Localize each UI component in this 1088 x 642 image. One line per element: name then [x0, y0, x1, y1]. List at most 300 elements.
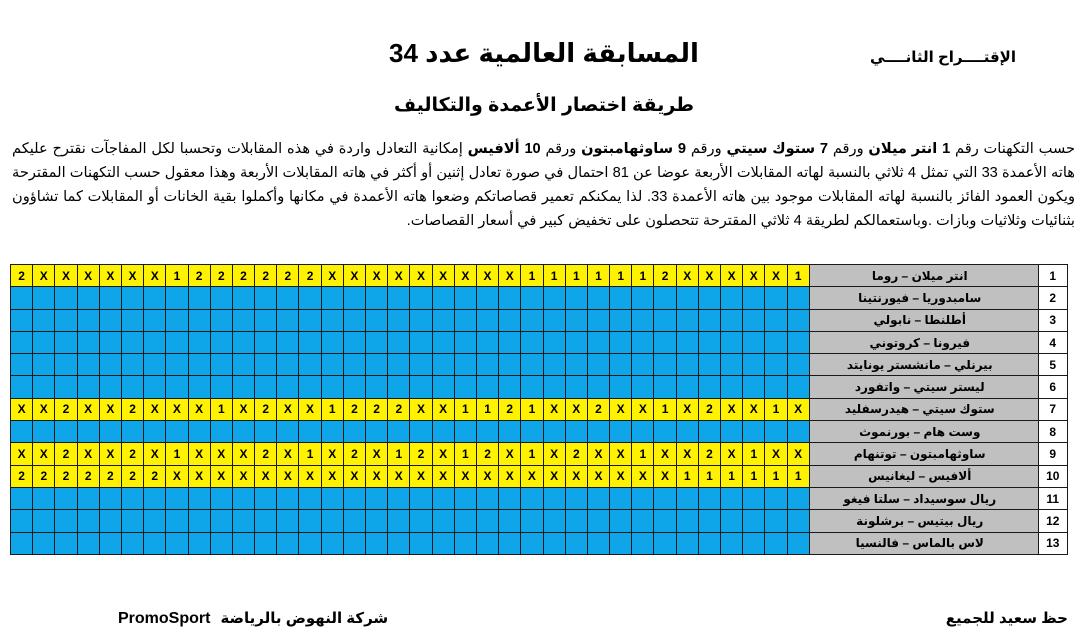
- grid-cell: [299, 532, 321, 554]
- grid-cell: [698, 376, 720, 398]
- grid-cell: X: [366, 443, 388, 465]
- grid-cell: [698, 487, 720, 509]
- intro-number: 10: [524, 141, 541, 157]
- match-row: [11, 287, 1068, 309]
- match-name: بيرنلي – مانشستر يونايتد: [809, 354, 1038, 376]
- intro-number: 1: [942, 141, 951, 157]
- grid-cell: [255, 331, 277, 353]
- grid-cell: [99, 331, 121, 353]
- grid-cell: [343, 510, 365, 532]
- grid-cell: X: [610, 398, 632, 420]
- grid-cell: 2: [99, 465, 121, 487]
- grid-cell: X: [543, 465, 565, 487]
- grid-cell: 2: [698, 443, 720, 465]
- grid-cell: [11, 309, 33, 331]
- grid-cell: 2: [565, 443, 587, 465]
- match-number: 7: [1038, 398, 1067, 420]
- grid-cell: [499, 532, 521, 554]
- grid-cell: [255, 287, 277, 309]
- match-name: فيرونا – كروتوني: [809, 331, 1038, 353]
- match-row: [11, 376, 1068, 398]
- grid-cell: X: [410, 465, 432, 487]
- grid-cell: [676, 331, 698, 353]
- intro-paragraph: [12, 137, 1075, 233]
- grid-cell: [543, 421, 565, 443]
- grid-cell: 2: [11, 465, 33, 487]
- grid-cell: [77, 309, 99, 331]
- grid-cell: [144, 510, 166, 532]
- grid-cell: X: [366, 265, 388, 287]
- match-name: ستوك سيتي – هيدرسفليد: [809, 398, 1038, 420]
- grid-cell: [166, 287, 188, 309]
- grid-cell: 1: [166, 443, 188, 465]
- grid-cell: [787, 331, 809, 353]
- grid-cell: [299, 376, 321, 398]
- grid-cell: 1: [521, 398, 543, 420]
- grid-cell: 2: [55, 465, 77, 487]
- grid-cell: 2: [277, 265, 299, 287]
- grid-cell: [144, 487, 166, 509]
- grid-cell: [521, 421, 543, 443]
- grid-cell: [99, 287, 121, 309]
- grid-cell: [698, 510, 720, 532]
- grid-cell: [55, 376, 77, 398]
- grid-cell: [543, 376, 565, 398]
- intro-number: 9: [677, 141, 687, 157]
- grid-cell: X: [232, 398, 254, 420]
- grid-cell: 2: [343, 398, 365, 420]
- grid-cell: [565, 331, 587, 353]
- grid-cell: X: [388, 465, 410, 487]
- grid-cell: [277, 421, 299, 443]
- grid-cell: [499, 331, 521, 353]
- grid-cell: [587, 532, 609, 554]
- grid-cell: [454, 376, 476, 398]
- grid-cell: 2: [121, 465, 143, 487]
- grid-cell: [721, 510, 743, 532]
- grid-cell: [543, 354, 565, 376]
- grid-cell: [432, 487, 454, 509]
- grid-cell: [343, 354, 365, 376]
- grid-cell: [654, 421, 676, 443]
- grid-cell: X: [210, 465, 232, 487]
- grid-cell: [343, 532, 365, 554]
- grid-cell: X: [77, 398, 99, 420]
- grid-cell: [410, 487, 432, 509]
- grid-cell: 1: [787, 465, 809, 487]
- grid-cell: X: [77, 265, 99, 287]
- grid-cell: X: [11, 398, 33, 420]
- match-number: 5: [1038, 354, 1067, 376]
- grid-cell: [388, 532, 410, 554]
- match-row: [11, 532, 1068, 554]
- grid-cell: [454, 487, 476, 509]
- grid-cell: 1: [388, 443, 410, 465]
- grid-cell: [33, 309, 55, 331]
- grid-cell: 2: [299, 265, 321, 287]
- grid-cell: [610, 532, 632, 554]
- grid-cell: X: [499, 265, 521, 287]
- grid-cell: [787, 287, 809, 309]
- grid-cell: [232, 487, 254, 509]
- grid-cell: 1: [454, 443, 476, 465]
- match-row: [11, 354, 1068, 376]
- grid-cell: [410, 287, 432, 309]
- grid-cell: [632, 287, 654, 309]
- grid-cell: [765, 532, 787, 554]
- grid-cell: [33, 376, 55, 398]
- grid-cell: [587, 354, 609, 376]
- grid-cell: 2: [210, 265, 232, 287]
- grid-cell: X: [632, 465, 654, 487]
- match-number: 13: [1038, 532, 1067, 554]
- grid-cell: X: [321, 465, 343, 487]
- grid-cell: X: [366, 465, 388, 487]
- grid-cell: [410, 532, 432, 554]
- grid-cell: X: [432, 465, 454, 487]
- grid-cell: [99, 487, 121, 509]
- grid-cell: 2: [499, 398, 521, 420]
- grid-body: [11, 265, 1068, 555]
- grid-cell: 1: [565, 265, 587, 287]
- match-number: 11: [1038, 487, 1067, 509]
- grid-cell: [11, 354, 33, 376]
- grid-cell: [343, 287, 365, 309]
- grid-cell: [654, 376, 676, 398]
- grid-cell: [388, 487, 410, 509]
- grid-cell: [366, 421, 388, 443]
- match-number: 8: [1038, 421, 1067, 443]
- grid-cell: X: [388, 265, 410, 287]
- grid-cell: [521, 510, 543, 532]
- grid-cell: X: [499, 443, 521, 465]
- grid-cell: [11, 421, 33, 443]
- grid-cell: [743, 331, 765, 353]
- grid-cell: [55, 309, 77, 331]
- match-row: [11, 421, 1068, 443]
- grid-cell: [255, 532, 277, 554]
- grid-cell: 2: [255, 398, 277, 420]
- grid-cell: [255, 421, 277, 443]
- match-name: ألافيس – ليغانيس: [809, 465, 1038, 487]
- grid-cell: [543, 487, 565, 509]
- grid-cell: [277, 287, 299, 309]
- grid-cell: [454, 510, 476, 532]
- grid-cell: [610, 421, 632, 443]
- grid-cell: 1: [654, 398, 676, 420]
- grid-cell: [77, 421, 99, 443]
- grid-cell: [610, 376, 632, 398]
- grid-cell: [499, 421, 521, 443]
- grid-cell: X: [232, 443, 254, 465]
- grid-cell: X: [432, 265, 454, 287]
- grid-cell: [721, 309, 743, 331]
- grid-cell: [610, 287, 632, 309]
- grid-cell: [787, 354, 809, 376]
- grid-cell: [521, 376, 543, 398]
- grid-cell: X: [99, 265, 121, 287]
- intro-text: إمكانية التعادل واردة في هذه المقابلات وتحسبا لكل المفاجآت نقترح عليكم هاته الأعمدة 33 التي تمثل 4 ثلاثي بالنسبة لهاته المقابلات الأربعة عوضا عن 81 احتمال في صورة تعادل إثنين أو أكثر في هاته المقابلات الأربعة وهذا معقول حسب التكهنات المقترحة ويكون العمود الفائز بالنسبة لهاته المقابلات موجود بين هاته الأعمدة 33. لذا يمكنكم تعمير قصاصاتكم وضعوا هاته الأعمدة في مكانها وأكملوا بقية الخانات أو المقابلات كما تشاؤون بثنائيات وثلاثيات وبازات .وباستعمالكم لطريقة 4 ثلاثي المقترحة تتحصلون على تخفيض كبير في أسعار القصاصات.: [12, 141, 1075, 229]
- grid-cell: X: [654, 443, 676, 465]
- page-title: المسابقة العالمية عدد 34: [389, 38, 699, 68]
- grid-cell: [676, 354, 698, 376]
- grid-cell: [144, 421, 166, 443]
- grid-cell: 2: [11, 265, 33, 287]
- proposal-label: الإقتــــراح الثانــــي: [869, 49, 1016, 66]
- grid-cell: 1: [721, 465, 743, 487]
- grid-cell: 1: [743, 443, 765, 465]
- grid-cell: [188, 487, 210, 509]
- grid-cell: [676, 376, 698, 398]
- grid-cell: [321, 287, 343, 309]
- grid-cell: [632, 510, 654, 532]
- grid-cell: [343, 376, 365, 398]
- grid-cell: [499, 287, 521, 309]
- match-row: [11, 265, 1068, 287]
- grid-cell: [632, 487, 654, 509]
- grid-cell: 2: [698, 398, 720, 420]
- grid-cell: [388, 421, 410, 443]
- grid-cell: X: [99, 398, 121, 420]
- match-row: [11, 309, 1068, 331]
- grid-cell: [55, 331, 77, 353]
- grid-cell: [388, 376, 410, 398]
- grid-cell: [232, 510, 254, 532]
- grid-cell: [77, 376, 99, 398]
- grid-cell: 2: [343, 443, 365, 465]
- match-number: 3: [1038, 309, 1067, 331]
- brand-name: PromoSport: [118, 610, 211, 627]
- grid-cell: [765, 487, 787, 509]
- grid-cell: [432, 309, 454, 331]
- grid-cell: [543, 309, 565, 331]
- grid-cell: [654, 309, 676, 331]
- grid-cell: X: [33, 265, 55, 287]
- grid-cell: X: [698, 265, 720, 287]
- grid-cell: [232, 376, 254, 398]
- grid-cell: [476, 376, 498, 398]
- grid-cell: 2: [410, 443, 432, 465]
- match-number: 10: [1038, 465, 1067, 487]
- grid-cell: [255, 376, 277, 398]
- match-name: ريال سوسيداد – سلتا فيغو: [809, 487, 1038, 509]
- grid-cell: 1: [321, 398, 343, 420]
- grid-cell: [188, 376, 210, 398]
- match-name: سامبدوريا – فيورنتينا: [809, 287, 1038, 309]
- match-row: [11, 443, 1068, 465]
- grid-cell: X: [765, 443, 787, 465]
- grid-cell: [388, 331, 410, 353]
- grid-cell: [565, 532, 587, 554]
- grid-cell: [610, 510, 632, 532]
- grid-cell: X: [277, 465, 299, 487]
- grid-cell: [654, 287, 676, 309]
- grid-cell: [587, 309, 609, 331]
- grid-cell: [210, 510, 232, 532]
- grid-cell: 2: [587, 398, 609, 420]
- grid-cell: X: [432, 398, 454, 420]
- intro-team: ألافيس: [467, 141, 525, 157]
- grid-cell: [166, 487, 188, 509]
- grid-cell: 1: [676, 465, 698, 487]
- grid-cell: [55, 510, 77, 532]
- grid-cell: [787, 510, 809, 532]
- grid-cell: [587, 331, 609, 353]
- grid-cell: [721, 331, 743, 353]
- grid-cell: [676, 487, 698, 509]
- grid-cell: [210, 421, 232, 443]
- grid-cell: [188, 421, 210, 443]
- grid-cell: [210, 532, 232, 554]
- grid-cell: [521, 331, 543, 353]
- grid-cell: X: [77, 443, 99, 465]
- grid-cell: [210, 331, 232, 353]
- match-number: 1: [1038, 265, 1067, 287]
- grid-cell: [743, 510, 765, 532]
- grid-cell: X: [787, 398, 809, 420]
- grid-cell: 2: [654, 265, 676, 287]
- grid-cell: [521, 487, 543, 509]
- grid-cell: [698, 287, 720, 309]
- intro-text: ورقم: [686, 141, 727, 157]
- grid-cell: X: [654, 465, 676, 487]
- grid-cell: 2: [55, 398, 77, 420]
- grid-cell: [787, 421, 809, 443]
- grid-cell: [432, 376, 454, 398]
- grid-cell: [476, 510, 498, 532]
- grid-cell: 1: [543, 265, 565, 287]
- grid-cell: [55, 354, 77, 376]
- grid-cell: [543, 532, 565, 554]
- grid-cell: [11, 532, 33, 554]
- intro-number: 7: [819, 141, 829, 157]
- grid-cell: [321, 510, 343, 532]
- grid-cell: [166, 309, 188, 331]
- grid-cell: 2: [121, 443, 143, 465]
- grid-cell: X: [255, 465, 277, 487]
- grid-cell: [676, 421, 698, 443]
- grid-cell: [787, 309, 809, 331]
- grid-cell: [676, 287, 698, 309]
- match-number: 12: [1038, 510, 1067, 532]
- grid-cell: [11, 510, 33, 532]
- intro-text: حسب التكهنات رقم: [950, 141, 1075, 157]
- grid-cell: [343, 421, 365, 443]
- grid-cell: [765, 421, 787, 443]
- grid-cell: X: [432, 443, 454, 465]
- grid-cell: [232, 354, 254, 376]
- grid-cell: [499, 354, 521, 376]
- grid-cell: [255, 487, 277, 509]
- grid-cell: 1: [787, 265, 809, 287]
- grid-cell: [610, 331, 632, 353]
- grid-cell: [188, 287, 210, 309]
- grid-cell: [321, 331, 343, 353]
- grid-cell: [99, 510, 121, 532]
- grid-cell: [521, 354, 543, 376]
- grid-cell: [210, 354, 232, 376]
- grid-cell: [454, 287, 476, 309]
- match-row: [11, 487, 1068, 509]
- grid-cell: X: [121, 265, 143, 287]
- grid-cell: [476, 532, 498, 554]
- grid-cell: [121, 376, 143, 398]
- grid-cell: X: [321, 443, 343, 465]
- grid-cell: [321, 309, 343, 331]
- grid-cell: [632, 309, 654, 331]
- grid-cell: [121, 421, 143, 443]
- grid-cell: [743, 421, 765, 443]
- grid-cell: [676, 309, 698, 331]
- grid-cell: [765, 331, 787, 353]
- grid-cell: [743, 532, 765, 554]
- grid-cell: 2: [144, 465, 166, 487]
- grid-cell: 1: [210, 398, 232, 420]
- grid-cell: 2: [388, 398, 410, 420]
- grid-cell: [166, 376, 188, 398]
- grid-cell: X: [565, 398, 587, 420]
- match-name: أطلنطا – نابولي: [809, 309, 1038, 331]
- grid-cell: [654, 354, 676, 376]
- grid-cell: [277, 354, 299, 376]
- grid-cell: [565, 354, 587, 376]
- grid-cell: [476, 354, 498, 376]
- grid-cell: X: [632, 398, 654, 420]
- grid-cell: [299, 354, 321, 376]
- grid-cell: [787, 532, 809, 554]
- grid-cell: [255, 354, 277, 376]
- grid-cell: [521, 532, 543, 554]
- grid-cell: [33, 354, 55, 376]
- grid-cell: [210, 309, 232, 331]
- grid-cell: [476, 287, 498, 309]
- grid-cell: X: [721, 265, 743, 287]
- grid-cell: [499, 487, 521, 509]
- grid-cell: [343, 331, 365, 353]
- grid-cell: [476, 309, 498, 331]
- grid-cell: [33, 487, 55, 509]
- grid-cell: X: [33, 398, 55, 420]
- grid-cell: 1: [476, 398, 498, 420]
- grid-cell: [743, 309, 765, 331]
- grid-cell: [188, 331, 210, 353]
- grid-cell: [277, 376, 299, 398]
- intro-team: انتر ميلان: [868, 141, 943, 157]
- grid-cell: 2: [33, 465, 55, 487]
- grid-cell: [366, 287, 388, 309]
- grid-cell: [343, 309, 365, 331]
- grid-cell: [121, 487, 143, 509]
- grid-cell: [698, 331, 720, 353]
- grid-cell: [366, 331, 388, 353]
- grid-cell: X: [543, 398, 565, 420]
- grid-cell: [565, 287, 587, 309]
- grid-cell: X: [144, 398, 166, 420]
- grid-cell: [654, 510, 676, 532]
- grid-cell: [121, 532, 143, 554]
- grid-cell: [410, 331, 432, 353]
- grid-cell: [77, 287, 99, 309]
- grid-cell: [255, 510, 277, 532]
- grid-cell: 2: [55, 443, 77, 465]
- grid-cell: [765, 309, 787, 331]
- grid-cell: [121, 510, 143, 532]
- grid-cell: [99, 354, 121, 376]
- grid-cell: 1: [521, 443, 543, 465]
- grid-cell: [144, 331, 166, 353]
- match-number: 6: [1038, 376, 1067, 398]
- grid-cell: X: [232, 465, 254, 487]
